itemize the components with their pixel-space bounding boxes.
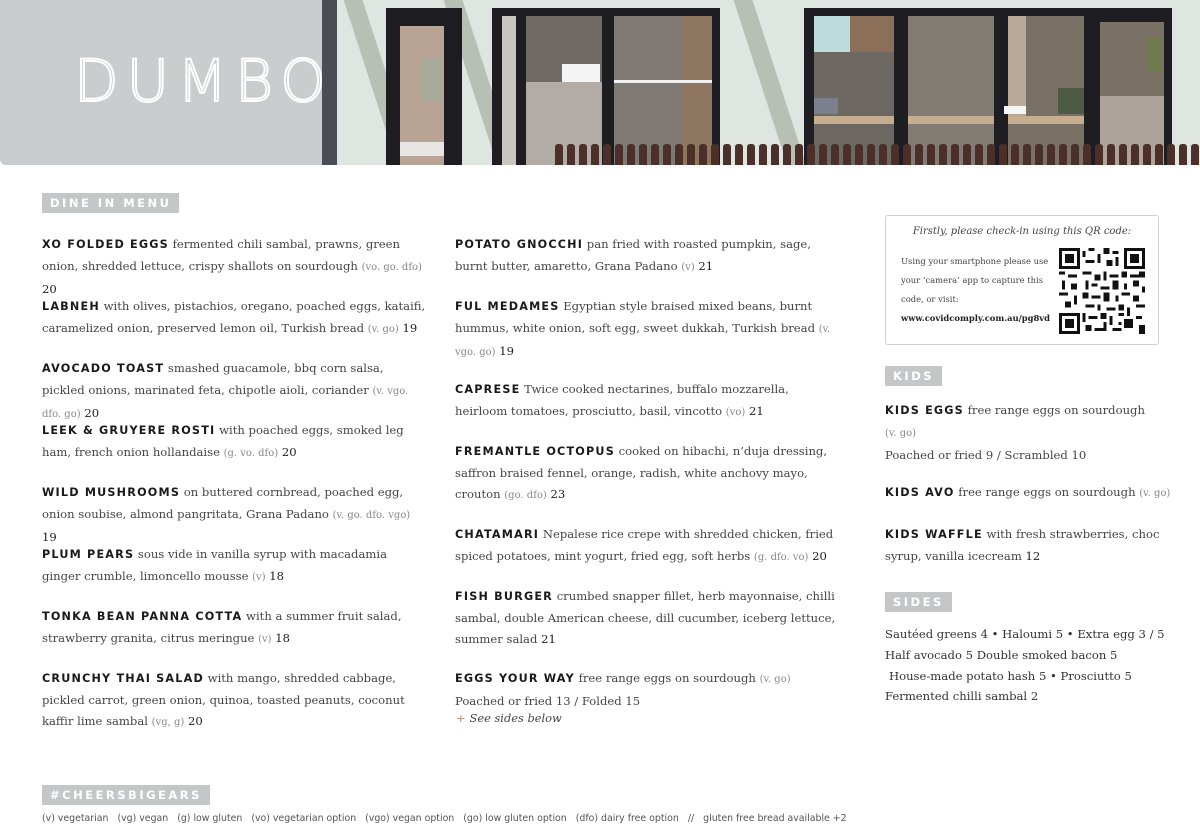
- item-price: 12: [1025, 548, 1041, 563]
- item-price: 20: [812, 548, 827, 563]
- menu-item: [455, 524, 840, 569]
- qr-instructions-block: [901, 252, 1061, 328]
- item-price: 23: [550, 486, 566, 501]
- item-tags: (g. dfo. vo): [753, 551, 809, 563]
- item-name: LEEK & GRUYERE ROSTI: [42, 424, 216, 437]
- item-name: FISH BURGER: [455, 590, 553, 603]
- item-tags: (vo. go. dfo): [361, 261, 422, 273]
- plus-icon: +: [456, 711, 466, 725]
- item-description: cooked on hibachi, n’duja dressing, saffron braised fennel, orange, radish, white anchovy mayo, crouton: [455, 444, 828, 501]
- menu-item: [42, 420, 427, 465]
- item-price: 21: [748, 403, 764, 418]
- item-tags: (vo): [725, 406, 746, 418]
- item-price: 20: [42, 281, 57, 296]
- item-name: CAPRESE: [455, 383, 521, 396]
- item-name: POTATO GNOCCHI: [455, 238, 584, 251]
- item-description: free range eggs on sourdough: [578, 671, 756, 685]
- item-price: 19: [42, 529, 57, 544]
- item-name: XO FOLDED EGGS: [42, 238, 169, 251]
- picket-fence: [555, 140, 1200, 165]
- item-description: with fresh strawberries, choc syrup, vanilla icecream: [885, 527, 1160, 563]
- menu-item: [455, 586, 840, 649]
- item-tags: (v): [252, 571, 266, 583]
- item-description: with mango, shredded cabbage, pickled carrot, green onion, quinoa, toasted peanuts, coconut kaffir lime sambal: [42, 671, 405, 728]
- item-options: Poached or fried 9 / Scrambled 10: [885, 447, 1087, 462]
- dietary-legend: [42, 813, 856, 824]
- item-description: fermented chili sambal, prawns, green onion, shredded lettuce, crispy shallots on sourdough: [42, 237, 400, 273]
- see-sides-note: [456, 711, 562, 725]
- item-tags: (v. go): [885, 427, 917, 439]
- item-name: TONKA BEAN PANNA COTTA: [42, 610, 243, 623]
- legend-item: (vo) vegetarian option: [251, 813, 357, 824]
- item-name: EGGS YOUR WAY: [455, 672, 575, 685]
- item-tags: (g. vo. dfo): [223, 447, 279, 459]
- menu-item: [42, 544, 427, 589]
- menu-item: [42, 668, 427, 733]
- hashtag-label: #CHEERSBIGEARS: [42, 785, 210, 805]
- storefront-door: [386, 8, 462, 165]
- menu-item: [42, 482, 427, 547]
- item-name: PLUM PEARS: [42, 548, 135, 561]
- menu-item: [42, 358, 427, 425]
- item-description: with olives, pistachios, oregano, poached eggs, kataifi, caramelized onion, preserved lemon oil, Turkish bread: [42, 299, 426, 335]
- see-sides-text: See sides below: [469, 711, 562, 725]
- brand-logo: DUMBO: [74, 47, 334, 115]
- legend-item: gluten free bread available +2: [703, 813, 847, 824]
- menu-item: [42, 296, 427, 341]
- item-description: Nepalese rice crepe with shredded chicken, fried spiced potatoes, mint yogurt, fried egg, soft herbs: [455, 527, 834, 563]
- item-tags: (v): [681, 261, 695, 273]
- item-options: Poached or fried 13 / Folded 15: [455, 693, 641, 708]
- item-tags: (v. vgo. go): [455, 323, 831, 358]
- qr-heading: Firstly, please check-in using this QR code:: [912, 226, 1132, 237]
- legend-item: (g) low gluten: [177, 813, 243, 824]
- qr-code-icon[interactable]: [1059, 248, 1145, 334]
- legend-item: (go) low gluten option: [463, 813, 567, 824]
- item-tags: (v. go): [759, 674, 791, 685]
- item-tags: (vg, g): [151, 716, 185, 728]
- item-name: AVOCADO TOAST: [42, 362, 165, 375]
- menu-item: [455, 234, 840, 279]
- item-description: free range eggs on sourdough: [958, 485, 1136, 499]
- menu-item: [455, 668, 840, 712]
- item-tags: (v): [258, 633, 272, 645]
- item-price: 20: [187, 713, 203, 728]
- item-tags: (v. go): [1139, 488, 1171, 499]
- item-tags: (v. go. dfo. vgo): [332, 509, 411, 521]
- item-name: FREMANTLE OCTOPUS: [455, 445, 615, 458]
- item-description: with a summer fruit salad, strawberry granita, citrus meringue: [42, 609, 402, 645]
- qr-url-link[interactable]: www.covidcomply.com.au/pg8vd: [901, 313, 1050, 323]
- item-tags: (go. dfo): [504, 489, 547, 501]
- item-price: 18: [275, 630, 291, 645]
- item-description: free range eggs on sourdough: [967, 403, 1145, 417]
- item-name: KIDS EGGS: [885, 404, 964, 417]
- menu-item: [455, 441, 840, 506]
- menu-item: [42, 234, 427, 299]
- item-description: crumbed snapper fillet, herb mayonnaise, chilli sambal, double American cheese, dill cucumber, iceberg lettuce, summer salad: [455, 589, 836, 646]
- menu-item: [42, 606, 427, 651]
- sides-line: Fermented chilli sambal 2: [885, 689, 1039, 704]
- item-description: pan fried with roasted pumpkin, sage, burnt butter, amaretto, Grana Padano: [455, 237, 811, 273]
- menu-item: [455, 296, 840, 363]
- item-description: on buttered cornbread, poached egg, onion soubise, almond pangritata, Grana Padano: [42, 485, 404, 521]
- item-description: Egyptian style braised mixed beans, burnt hummus, white onion, soft egg, sweet dukkah, Turkish bread: [455, 299, 815, 335]
- legend-item: (vgo) vegan option: [365, 813, 455, 824]
- item-description: with poached eggs, smoked leg ham, french onion hollandaise: [42, 423, 404, 459]
- sides-line: Half avocado 5 Double smoked bacon 5: [885, 647, 1118, 662]
- qr-checkin-box: [885, 215, 1159, 345]
- legend-item: (v) vegetarian: [42, 813, 109, 824]
- sides-list: [885, 624, 1175, 707]
- item-price: 19: [402, 320, 418, 335]
- item-price: 20: [84, 405, 100, 420]
- item-name: LABNEH: [42, 300, 100, 313]
- sides-line: House-made potato hash 5 • Prosciutto 5: [889, 668, 1132, 683]
- item-price: 21: [541, 631, 556, 646]
- menu-item: [885, 400, 1160, 465]
- section-label-dine-in: DINE IN MENU: [42, 193, 179, 213]
- item-name: FUL MEDAMES: [455, 300, 560, 313]
- item-price: 19: [499, 343, 515, 358]
- legend-item: (dfo) dairy free option: [575, 813, 679, 824]
- menu-item: [885, 482, 1175, 505]
- sides-line: Sautéed greens 4 • Haloumi 5 • Extra egg 3 / 5: [885, 627, 1165, 641]
- item-price: 21: [698, 258, 714, 273]
- item-name: WILD MUSHROOMS: [42, 486, 181, 499]
- header-banner: [0, 0, 1200, 165]
- item-name: KIDS WAFFLE: [885, 528, 983, 541]
- item-price: 18: [269, 568, 285, 583]
- item-name: CHATAMARI: [455, 528, 540, 541]
- section-label-sides: SIDES: [885, 592, 952, 612]
- item-description: Twice cooked nectarines, buffalo mozzarella, heirloom tomatoes, prosciutto, basil, vincotto: [455, 382, 789, 418]
- item-name: CRUNCHY THAI SALAD: [42, 672, 204, 685]
- item-tags: (v. vgo. dfo. go): [42, 385, 409, 420]
- legend-item: (vg) vegan: [117, 813, 169, 824]
- item-description: sous vide in vanilla syrup with macadamia ginger crumble, limoncello mousse: [42, 547, 387, 583]
- menu-item: [885, 524, 1160, 567]
- legend-separator: //: [687, 813, 695, 824]
- menu-item: [455, 379, 840, 424]
- item-description: smashed guacamole, bbq corn salsa, pickled onions, marinated feta, chipotle aioli, coriander: [42, 361, 384, 397]
- item-name: KIDS AVO: [885, 486, 955, 499]
- item-price: 20: [281, 444, 297, 459]
- item-tags: (v. go): [367, 323, 399, 335]
- qr-instructions: Using your smartphone please use your ‘camera’ app to capture this code, or visit:: [901, 256, 1049, 304]
- section-label-kids: KIDS: [885, 366, 942, 386]
